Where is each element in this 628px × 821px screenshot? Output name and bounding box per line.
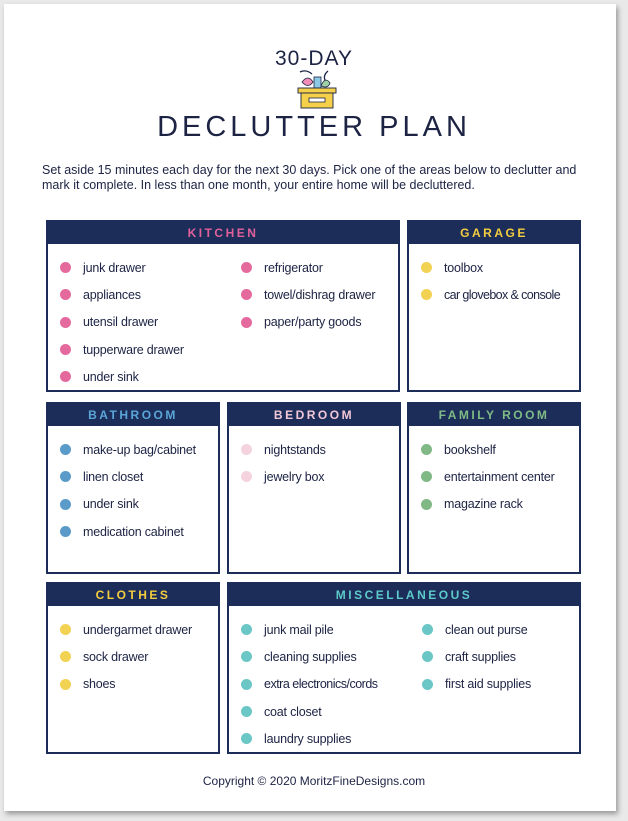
checkbox-dot[interactable] xyxy=(422,651,433,662)
checkbox-dot[interactable] xyxy=(421,499,432,510)
checkbox-dot[interactable] xyxy=(421,444,432,455)
checkbox-dot[interactable] xyxy=(60,289,71,300)
checkbox-dot[interactable] xyxy=(60,317,71,328)
section-bedroom xyxy=(227,402,401,574)
checklist-item[interactable]: junk drawer xyxy=(60,254,184,281)
checkbox-dot[interactable] xyxy=(60,679,71,690)
section-header: CLOTHES xyxy=(48,584,218,606)
checklist-item[interactable]: first aid supplies xyxy=(422,671,531,698)
checklist-item[interactable]: craft supplies xyxy=(422,643,531,670)
section-header: GARAGE xyxy=(409,222,579,244)
checklist-item[interactable]: linen closet xyxy=(60,463,196,490)
checklist-item[interactable]: sock drawer xyxy=(60,643,192,670)
checklist-item[interactable]: make-up bag/cabinet xyxy=(60,436,196,463)
checklist-item[interactable]: undergarmet drawer xyxy=(60,616,192,643)
checklist-item[interactable]: entertainment center xyxy=(421,463,555,490)
checkbox-dot[interactable] xyxy=(60,344,71,355)
section-garage xyxy=(407,220,581,392)
section-miscellaneous xyxy=(227,582,581,754)
checklist-item[interactable]: utensil drawer xyxy=(60,309,184,336)
checkbox-dot[interactable] xyxy=(60,371,71,382)
checklist-item[interactable]: under sink xyxy=(60,363,184,390)
checkbox-dot[interactable] xyxy=(421,471,432,482)
checklist-item[interactable]: cleaning supplies xyxy=(241,643,378,670)
checkbox-dot[interactable] xyxy=(241,444,252,455)
section-clothes xyxy=(46,582,220,754)
checklist-item[interactable]: appliances xyxy=(60,281,184,308)
checklist-item[interactable]: jewelry box xyxy=(241,463,326,490)
checkbox-dot[interactable] xyxy=(241,624,252,635)
section-header: KITCHEN xyxy=(48,222,398,244)
checkbox-dot[interactable] xyxy=(241,651,252,662)
section-header: MISCELLANEOUS xyxy=(229,584,579,606)
title-30-day: 30-DAY xyxy=(275,47,353,70)
checklist-item[interactable]: clean out purse xyxy=(422,616,531,643)
checkbox-dot[interactable] xyxy=(241,679,252,690)
checklist-item[interactable]: shoes xyxy=(60,671,192,698)
checklist-item[interactable]: nightstands xyxy=(241,436,326,463)
checklist-item[interactable]: under sink xyxy=(60,491,196,518)
checkbox-dot[interactable] xyxy=(421,262,432,273)
decluttering-box-icon xyxy=(292,68,342,110)
section-kitchen xyxy=(46,220,400,392)
section-header: BEDROOM xyxy=(229,404,399,426)
checkbox-dot[interactable] xyxy=(60,499,71,510)
checklist-item[interactable]: coat closet xyxy=(241,698,378,725)
checkbox-dot[interactable] xyxy=(60,526,71,537)
section-family-room xyxy=(407,402,581,574)
checklist-item[interactable]: junk mail pile xyxy=(241,616,378,643)
checkbox-dot[interactable] xyxy=(241,706,252,717)
checklist-item[interactable]: extra electronics/cords xyxy=(241,671,378,698)
checkbox-dot[interactable] xyxy=(60,444,71,455)
intro-text: Set aside 15 minutes each day for the next 30 days. Pick one of the areas below to declutter and mark it complete. In less than one month, your entire home will be decluttered. xyxy=(42,163,577,192)
checklist-item[interactable]: towel/dishrag drawer xyxy=(241,281,375,308)
section-header: FAMILY ROOM xyxy=(409,404,579,426)
checklist-item[interactable]: paper/party goods xyxy=(241,309,375,336)
section-bathroom xyxy=(46,402,220,574)
section-header: BATHROOM xyxy=(48,404,218,426)
checkbox-dot[interactable] xyxy=(241,733,252,744)
checkbox-dot[interactable] xyxy=(241,262,252,273)
checklist-item[interactable]: car glovebox & console xyxy=(421,281,560,308)
checkbox-dot[interactable] xyxy=(241,289,252,300)
checklist-item[interactable]: toolbox xyxy=(421,254,560,281)
copyright-footer: Copyright © 2020 MoritzFineDesigns.com xyxy=(202,774,426,788)
checkbox-dot[interactable] xyxy=(60,651,71,662)
checklist-item[interactable]: refrigerator xyxy=(241,254,375,281)
checklist-item[interactable]: magazine rack xyxy=(421,491,555,518)
checklist-item[interactable]: bookshelf xyxy=(421,436,555,463)
checkbox-dot[interactable] xyxy=(60,262,71,273)
checkbox-dot[interactable] xyxy=(422,679,433,690)
checkbox-dot[interactable] xyxy=(60,624,71,635)
checkbox-dot[interactable] xyxy=(421,289,432,300)
checkbox-dot[interactable] xyxy=(422,624,433,635)
checkbox-dot[interactable] xyxy=(241,471,252,482)
checkbox-dot[interactable] xyxy=(241,317,252,328)
checklist-item[interactable]: medication cabinet xyxy=(60,518,196,545)
checklist-item[interactable]: laundry supplies xyxy=(241,725,378,752)
checklist-item[interactable]: tupperware drawer xyxy=(60,336,184,363)
checkbox-dot[interactable] xyxy=(60,471,71,482)
page-title: DECLUTTER PLAN xyxy=(157,111,471,143)
